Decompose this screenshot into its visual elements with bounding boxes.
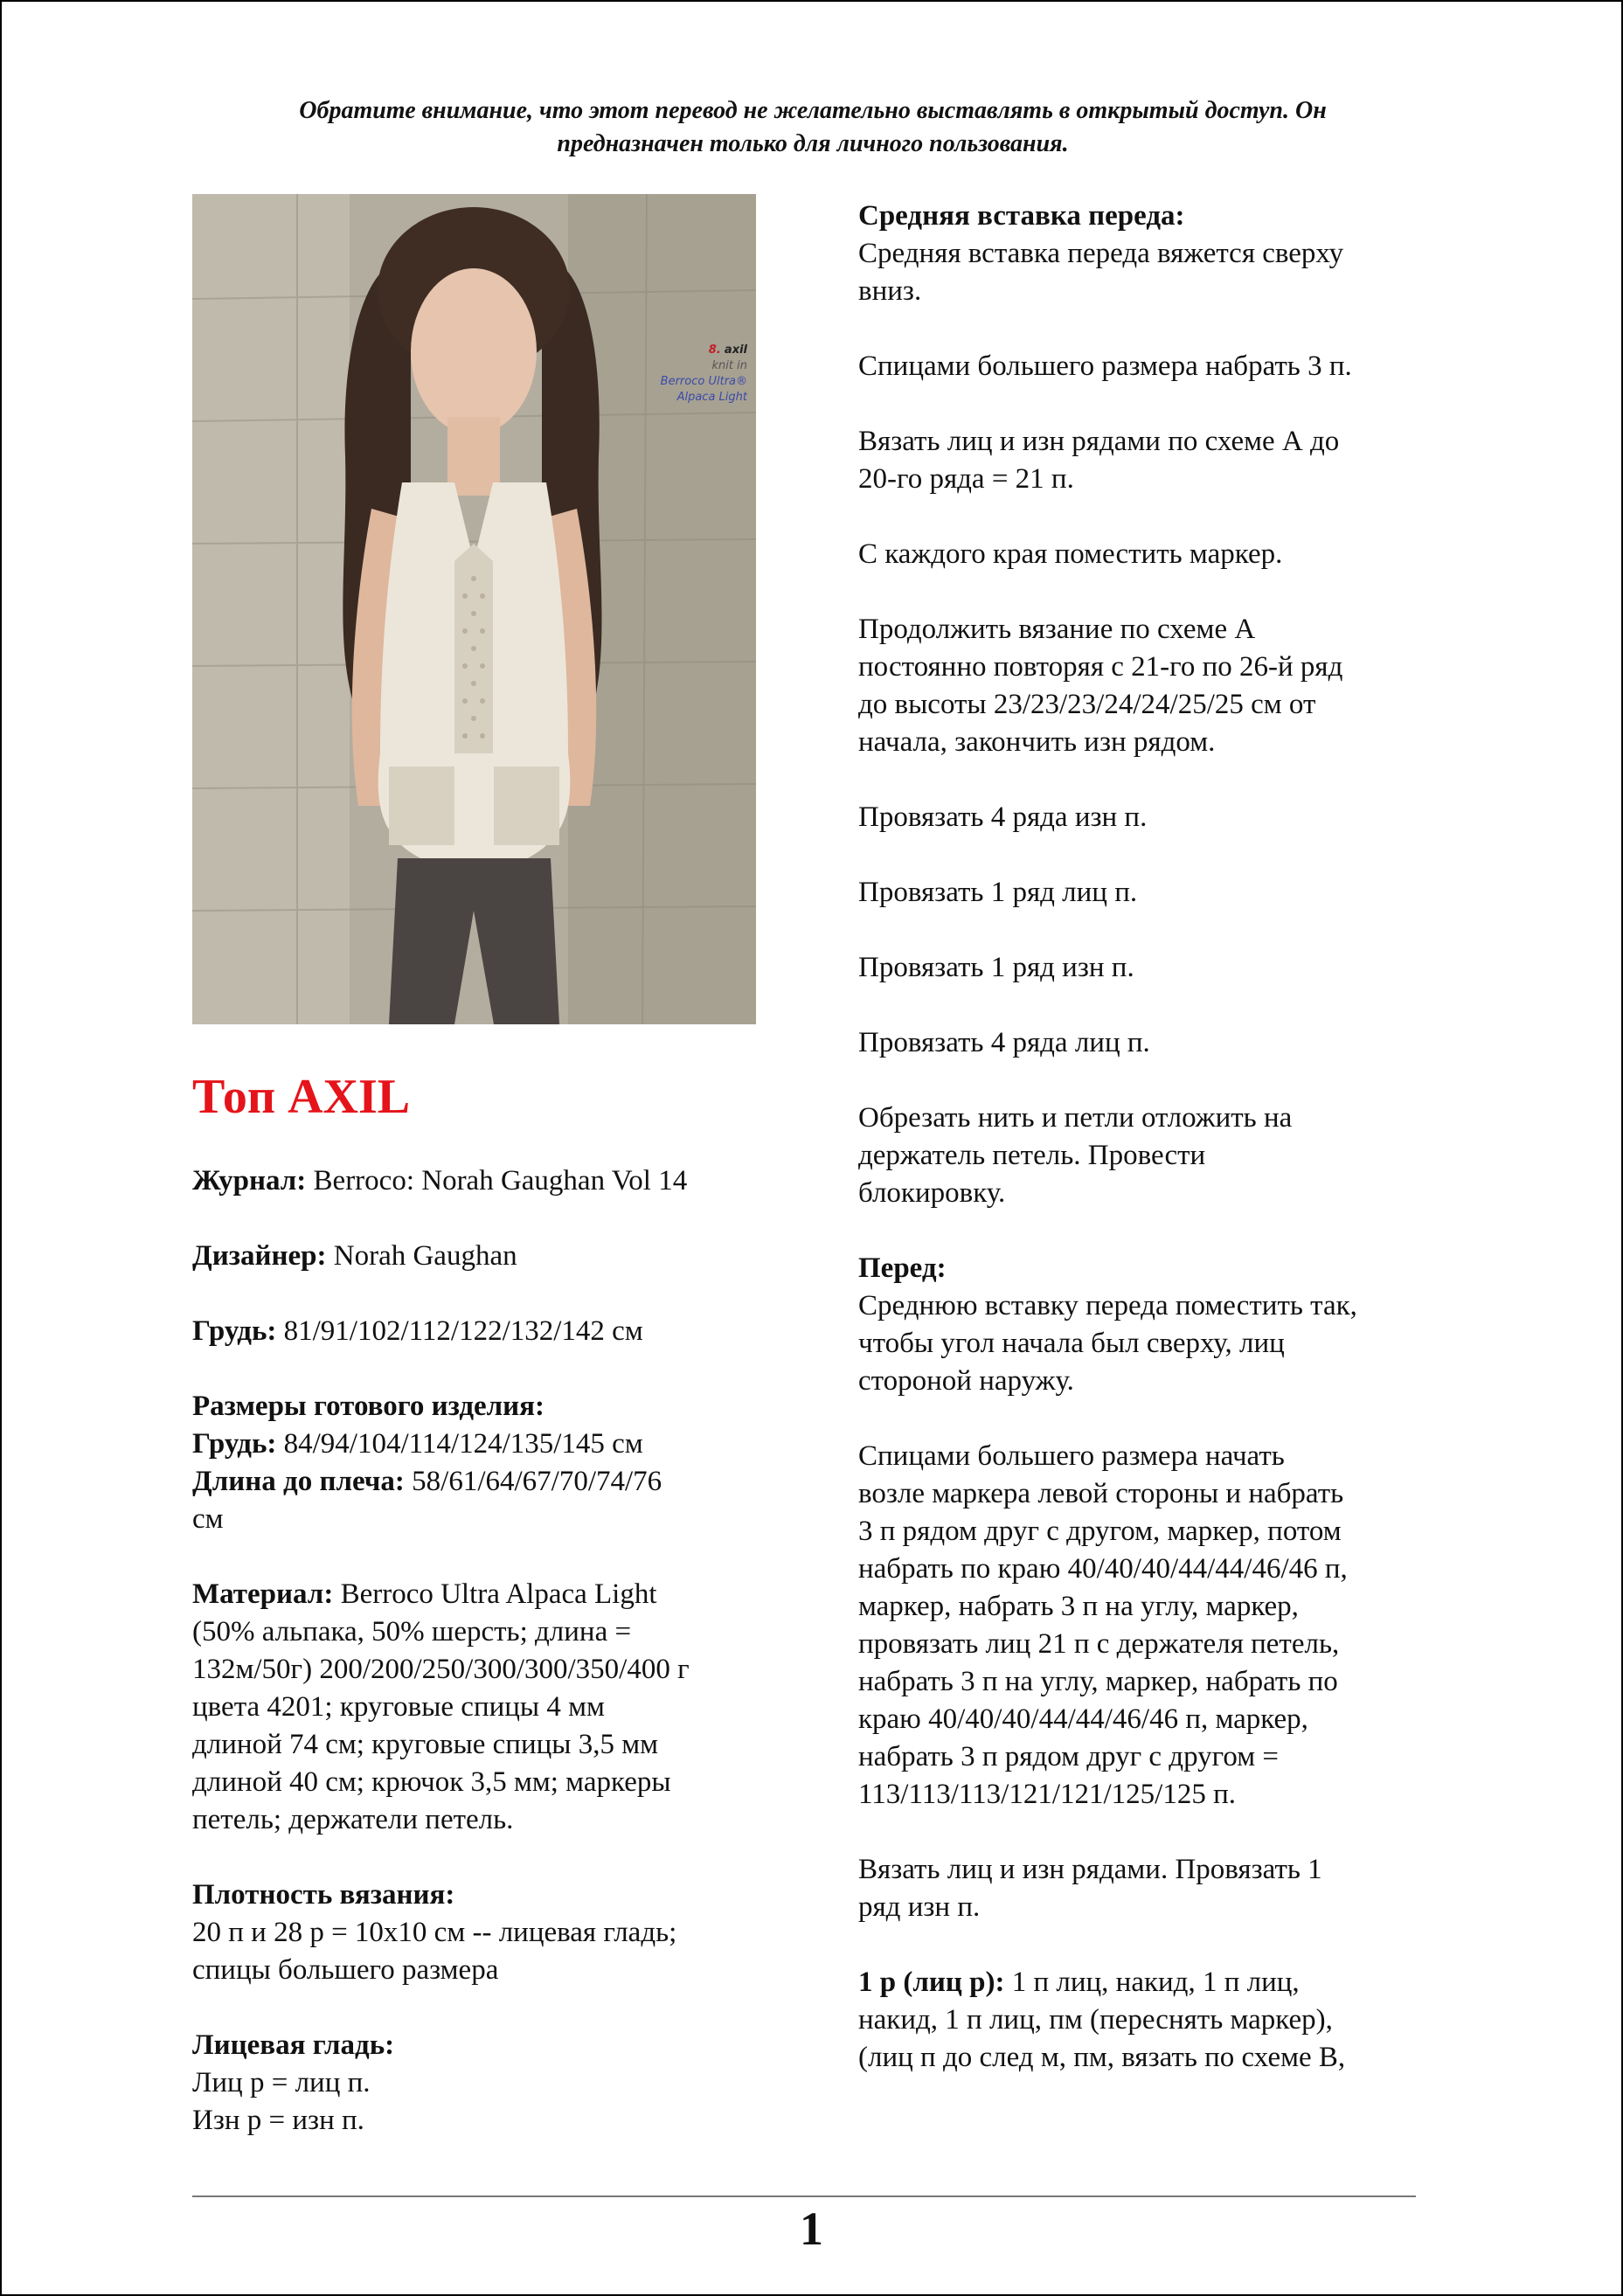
front-line-2: чтобы угол начала был сверху, лиц (858, 1328, 1285, 1359)
instruction-continue (858, 611, 1435, 761)
pick-up-line-4: набрать по краю 40/40/40/44/44/46/46 п, (858, 1553, 1348, 1585)
right-column (858, 198, 1435, 2114)
cut-yarn-line-2: держатель петель. Провести (858, 1140, 1206, 1171)
model-illustration (192, 194, 756, 1024)
magazine-label: Журнал: (192, 1165, 307, 1197)
gauge-line-1: 20 п и 28 р = 10х10 см -- лицевая гладь; (192, 1917, 677, 1948)
continue-line-3: до высоты 23/23/23/24/24/25/25 см от (858, 689, 1316, 720)
material-line-6: длиной 40 см; крючок 3,5 мм; маркеры (192, 1766, 671, 1798)
instruction-knit-4 (858, 1024, 1435, 1062)
stockinette-line-2: Изн р = изн п. (192, 2105, 364, 2136)
knit-purl-line-2: ряд изн п. (858, 1891, 981, 1923)
continue-line-2: постоянно повторяя с 21-го по 26-й ряд (858, 651, 1343, 683)
material-line-5: длиной 74 см; круговые спицы 3,5 мм (192, 1729, 658, 1760)
front-heading: Перед: (858, 1252, 947, 1284)
pick-up-line-1: Спицами большего размера начать (858, 1440, 1285, 1472)
cut-yarn-line-1: Обрезать нить и петли отложить на (858, 1102, 1293, 1134)
stockinette-line-1: Лиц р = лиц п. (192, 2067, 371, 2098)
notice-line-1: Обратите внимание, что этот перевод не желательно выставлять в открытый доступ. Он (299, 97, 1327, 124)
stockinette-section (192, 2027, 769, 2140)
row-1-line-3: (лиц п до след м, пм, вязать по схеме В, (858, 2042, 1346, 2073)
pattern-title: Топ AXIL (192, 1070, 411, 1124)
pick-up-line-3: 3 п рядом друг с другом, маркер, потом (858, 1516, 1342, 1547)
row-1-label: 1 р (лиц р): (858, 1967, 1005, 1998)
pick-up-line-7: набрать 3 п на углу, маркер, набрать по (858, 1666, 1338, 1697)
insert-section (858, 198, 1435, 310)
material-line-1: Berroco Ultra Alpaca Light (333, 1578, 657, 1610)
caption-number: 8. (708, 343, 721, 357)
magazine-line (192, 1162, 769, 1200)
instruction-chart-a (858, 423, 1435, 498)
front-line-3: стороной наружу. (858, 1365, 1074, 1397)
pick-up-line-6: провязать лиц 21 п с держателя петель, (858, 1628, 1340, 1660)
knit-purl-line-1: Вязать лиц и изн рядами. Провязать 1 (858, 1854, 1322, 1885)
designer-line (192, 1238, 769, 1275)
pick-up-line-10: 113/113/113/121/121/125/125 п. (858, 1779, 1236, 1810)
finished-length (192, 1463, 769, 1501)
markers-line: С каждого края поместить маркер. (858, 538, 1283, 570)
bust-label: Грудь: (192, 1315, 277, 1347)
left-column (192, 1162, 769, 2177)
material-line-4: цвета 4201; круговые спицы 4 мм (192, 1691, 605, 1723)
continue-line-4: начала, закончить изн рядом. (858, 726, 1216, 758)
insert-line-1: Средняя вставка переда вяжется сверху (858, 238, 1344, 269)
material-line-3: 132м/50г) 200/200/250/300/300/350/400 г (192, 1654, 690, 1685)
material-line-2: (50% альпака, 50% шерсть; длина = (192, 1616, 632, 1647)
gauge-line-2: спицы большего размера (192, 1954, 499, 1986)
photo-caption (625, 343, 747, 406)
length-value: 58/61/64/67/70/74/76 (404, 1466, 662, 1497)
finished-measurements (192, 1388, 769, 1538)
caption-yarn-1: Berroco Ultra® (660, 375, 747, 388)
finished-bust-value: 84/94/104/114/124/135/145 см (276, 1428, 643, 1460)
notice-line-2: предназначен только для личного пользования. (557, 130, 1069, 157)
knit-4-line: Провязать 4 ряда лиц п. (858, 1027, 1150, 1058)
bust-line (192, 1313, 769, 1350)
copyright-notice (192, 94, 1433, 161)
instruction-cut-yarn (858, 1099, 1435, 1212)
front-section (858, 1250, 1435, 1400)
instruction-knit-1 (858, 874, 1435, 912)
instruction-cast-on (858, 348, 1435, 385)
page-number: 1 (800, 2202, 823, 2255)
magazine-value: Berroco: Norah Gaughan Vol 14 (306, 1165, 688, 1197)
stockinette-heading: Лицевая гладь: (192, 2029, 395, 2061)
purl-4-line: Провязать 4 ряда изн п. (858, 801, 1148, 833)
row-1-line-2: накид, 1 п лиц, пм (переснять маркер), (858, 2004, 1333, 2036)
instruction-knit-purl (858, 1851, 1435, 1926)
instruction-purl-4 (858, 799, 1435, 836)
instruction-markers (858, 536, 1435, 573)
chart-a-line-2: 20-го ряда = 21 п. (858, 463, 1074, 495)
pick-up-line-9: набрать 3 п рядом друг с другом = (858, 1741, 1279, 1772)
model-photo (192, 194, 756, 1024)
designer-value: Norah Gaughan (326, 1240, 517, 1272)
length-unit: см (192, 1503, 224, 1535)
front-line-1: Среднюю вставку переда поместить так, (858, 1290, 1357, 1321)
caption-knit: knit in (711, 359, 747, 372)
cast-on-line: Спицами большего размера набрать 3 п. (858, 350, 1352, 382)
instruction-row-1 (858, 1964, 1435, 2077)
instruction-pick-up (858, 1438, 1435, 1814)
length-label: Длина до плеча: (192, 1466, 405, 1497)
cut-yarn-line-3: блокировку. (858, 1177, 1006, 1209)
designer-label: Дизайнер: (192, 1240, 327, 1272)
insert-heading: Средняя вставка переда: (858, 200, 1185, 232)
caption-name: axil (724, 343, 747, 357)
bust-value: 81/91/102/112/122/132/142 см (276, 1315, 643, 1347)
pick-up-line-5: маркер, набрать 3 п на углу, маркер, (858, 1591, 1299, 1622)
continue-line-1: Продолжить вязание по схеме А (858, 614, 1256, 645)
gauge-section (192, 1876, 769, 1989)
footer-rule (192, 2195, 1416, 2197)
gauge-heading: Плотность вязания: (192, 1879, 455, 1911)
material-section (192, 1576, 769, 1839)
instruction-purl-1 (858, 949, 1435, 987)
pick-up-line-8: краю 40/40/40/44/44/46/46 п, маркер, (858, 1703, 1308, 1735)
pick-up-line-2: возле маркера левой стороны и набрать (858, 1478, 1344, 1509)
knit-1-line: Провязать 1 ряд лиц п. (858, 877, 1138, 908)
caption-yarn-2: Alpaca Light (676, 391, 747, 404)
material-label: Материал: (192, 1578, 334, 1610)
finished-bust (192, 1425, 769, 1463)
material-line-7: петель; держатели петель. (192, 1804, 514, 1835)
row-1-line-1: 1 п лиц, накид, 1 п лиц, (1004, 1967, 1300, 1998)
chart-a-line-1: Вязать лиц и изн рядами по схеме А до (858, 426, 1340, 457)
insert-line-2: вниз. (858, 275, 922, 307)
finished-heading: Размеры готового изделия: (192, 1391, 545, 1422)
finished-bust-label: Грудь: (192, 1428, 277, 1460)
purl-1-line: Провязать 1 ряд изн п. (858, 952, 1134, 983)
